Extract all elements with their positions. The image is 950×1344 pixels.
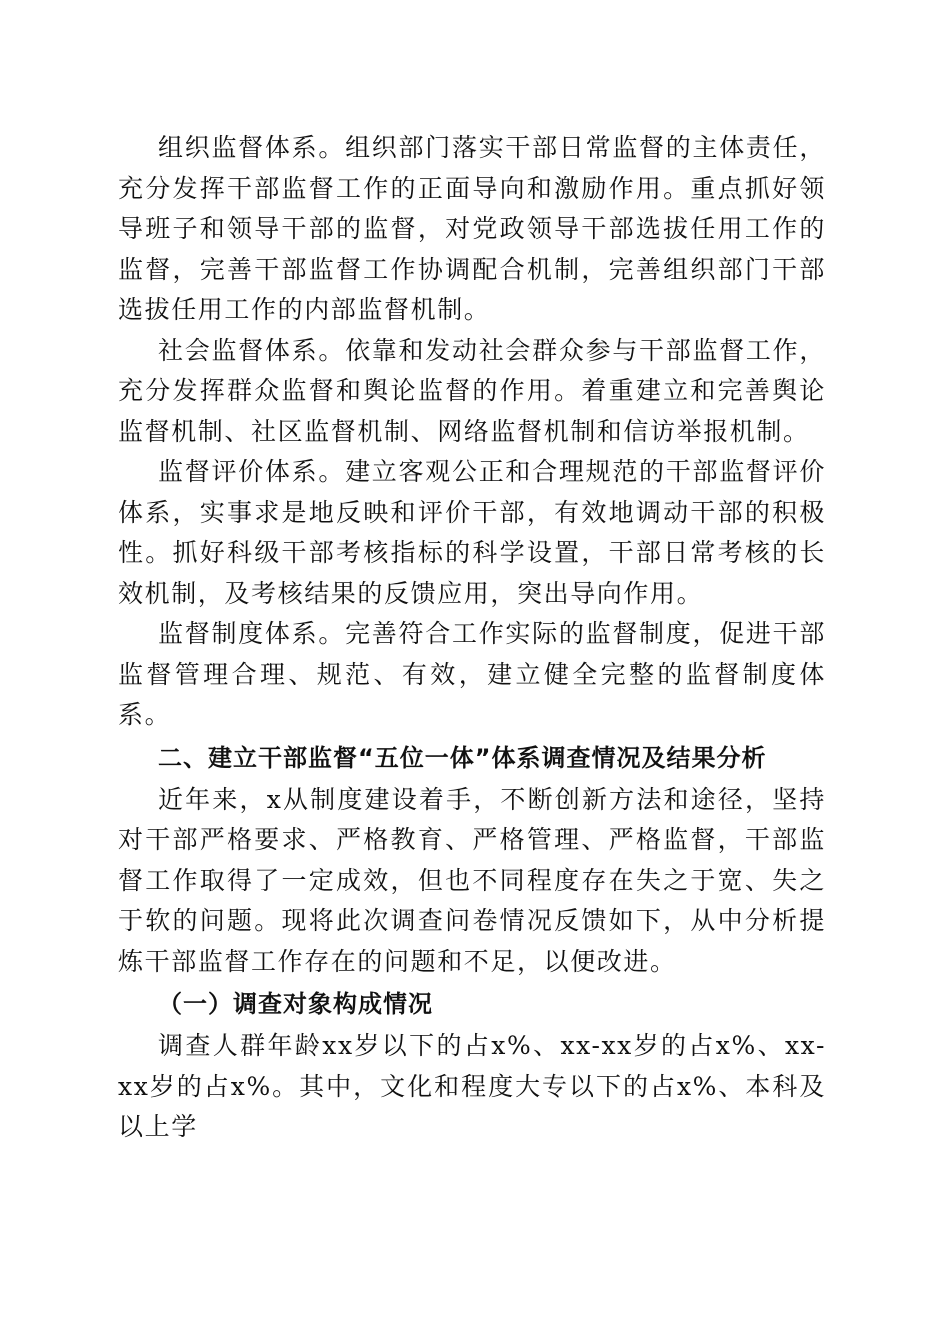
document-page [118,128,826,1148]
paragraph-organization-supervision: 组织监督体系。组织部门落实干部日常监督的主体责任，充分发挥干部监督工作的正面导向和激励作用。重点抓好领导班子和领导干部的监督，对党政领导干部选拔任用工作的监督，完善干部监督工作协调配合机制，完善组织部门干部选拔任用工作的内部监督机制。 [118,133,826,324]
paragraph-institution-system: 监督制度体系。完善符合工作实际的监督制度，促进干部监督管理合理、规范、有效，建立健全完整的监督制度体系。 [118,619,826,729]
subsection-heading: （一）调查对象构成情况 [158,989,433,1018]
section-intro: 近年来，x从制度建设着手，不断创新方法和途径，坚持对干部严格要求、严格教育、严格管理、严格监督，干部监督工作取得了一定成效，但也不同程度存在失之于宽、失之于软的问题。现将此次调查问卷情况反馈如下，从中分析提炼干部监督工作存在的问题和不足，以便改进。 [118,784,826,976]
section-heading: 二、建立干部监督“五位一体”体系调查情况及结果分析 [158,743,767,772]
paragraph-evaluation-system: 监督评价体系。建立客观公正和合理规范的干部监督评价体系，实事求是地反映和评价干部，有效地调动干部的积极性。抓好科级干部考核指标的科学设置，干部日常考核的长效机制，及考核结果的反馈应用，突出导向作用。 [118,457,826,608]
paragraph-social-supervision: 社会监督体系。依靠和发动社会群众参与干部监督工作，充分发挥群众监督和舆论监督的作用。着重建立和完善舆论监督机制、社区监督机制、网络监督机制和信访举报机制。 [118,335,826,446]
subsection-text: 调查人群年龄xx岁以下的占x%、xx-xx岁的占x%、xx-xx岁的占x%。其中，文化和程度大专以下的占x%、本科及以上学 [118,1031,826,1141]
